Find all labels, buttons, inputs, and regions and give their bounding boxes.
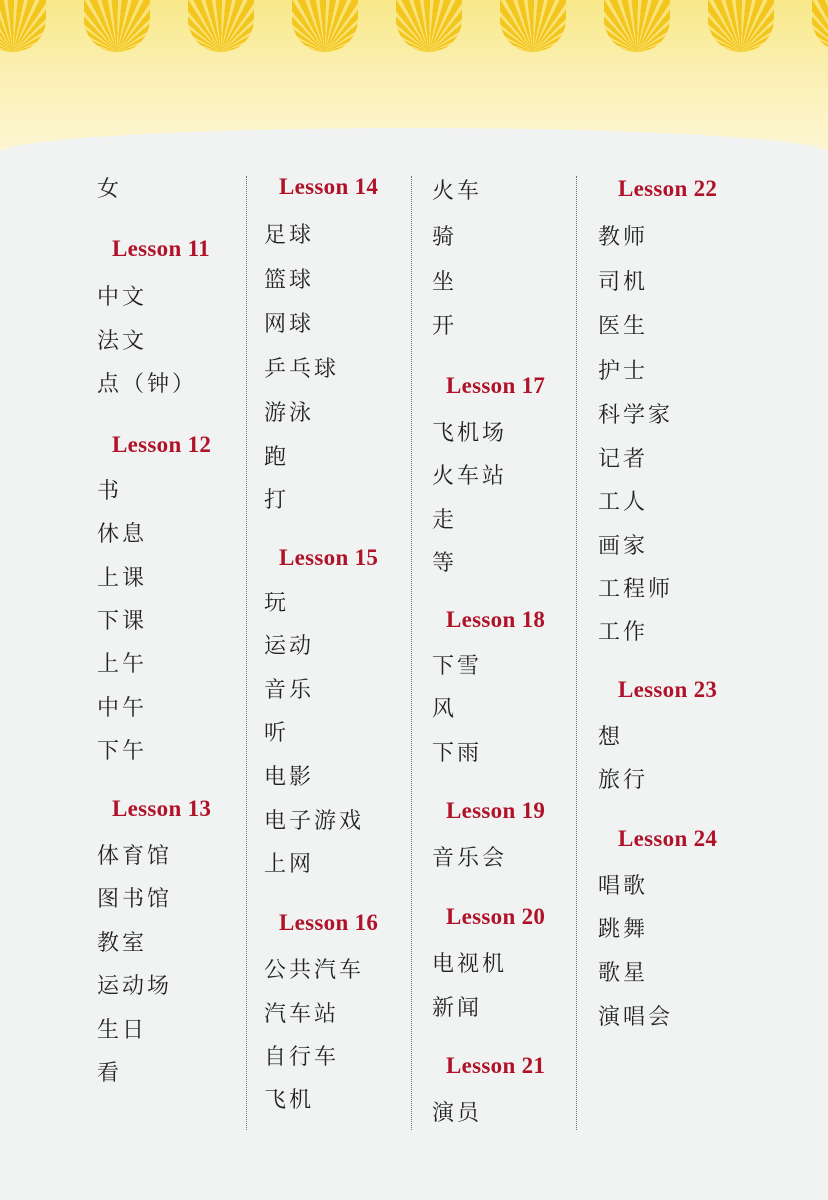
- vocab-word: 打: [264, 488, 290, 513]
- vocab-word: 火车站: [432, 464, 508, 489]
- vocab-word: 生日: [97, 1018, 148, 1043]
- lesson-heading: Lesson 24: [618, 826, 718, 851]
- lesson-heading: Lesson 21: [446, 1053, 546, 1078]
- vocab-word: 公共汽车: [264, 958, 365, 983]
- vocab-word: 科学家: [598, 403, 674, 428]
- vocab-word: 足球: [264, 223, 315, 248]
- vocab-word: 演员: [432, 1101, 483, 1126]
- lesson-heading: Lesson 18: [446, 607, 546, 632]
- vocab-word: 下雪: [432, 654, 483, 679]
- vocab-word: 唱歌: [598, 874, 649, 899]
- vocab-word: 旅行: [598, 768, 649, 793]
- lesson-heading: Lesson 11: [112, 236, 210, 261]
- vocab-word: 下课: [97, 609, 148, 634]
- vocab-word: 工人: [598, 490, 649, 515]
- sun-fan-ornament: [396, 0, 462, 52]
- sun-fan-ornament: [604, 0, 670, 52]
- vocab-word: 歌星: [598, 961, 649, 986]
- sun-fan-ornament: [0, 0, 46, 52]
- vocab-word: 上午: [97, 652, 148, 677]
- lesson-heading: Lesson 17: [446, 373, 546, 398]
- sun-fan-ornament: [500, 0, 566, 52]
- vocab-word: 司机: [598, 270, 649, 295]
- lesson-heading: Lesson 19: [446, 798, 546, 823]
- vocab-word: 电视机: [432, 952, 508, 977]
- vocab-word: 跳舞: [598, 917, 649, 942]
- vocab-word: 女: [97, 177, 123, 202]
- vocab-word: 开: [432, 314, 458, 339]
- vocab-word: 下雨: [432, 741, 483, 766]
- vocab-word: 下午: [97, 739, 148, 764]
- vocab-word: 点（钟）: [97, 372, 198, 397]
- vocab-word: 电影: [264, 765, 315, 790]
- vocab-word: 看: [97, 1061, 123, 1086]
- column-divider: [576, 176, 577, 1130]
- vocab-word: 工程师: [598, 577, 674, 602]
- lesson-heading: Lesson 12: [112, 432, 212, 457]
- vocab-word: 电子游戏: [264, 809, 365, 834]
- vocab-word: 中午: [97, 696, 148, 721]
- lesson-heading: Lesson 16: [279, 910, 379, 935]
- vocab-word: 图书馆: [97, 887, 173, 912]
- vocab-word: 网球: [264, 312, 315, 337]
- vocab-word: 中文: [97, 285, 148, 310]
- vocab-word: 体育馆: [97, 844, 173, 869]
- vocab-word: 骑: [432, 225, 458, 250]
- sun-fan-border: [0, 0, 828, 54]
- vocab-word: 演唱会: [598, 1005, 674, 1030]
- vocab-word: 想: [598, 725, 624, 750]
- vocab-word: 教室: [97, 931, 148, 956]
- vocab-word: 书: [97, 479, 123, 504]
- sun-fan-ornament: [708, 0, 774, 52]
- vocab-word: 走: [432, 508, 458, 533]
- vocab-word: 护士: [598, 359, 649, 384]
- vocab-word: 音乐会: [432, 846, 508, 871]
- vocab-word: 上网: [264, 852, 315, 877]
- vocab-word: 等: [432, 551, 458, 576]
- vocab-word: 运动: [264, 634, 315, 659]
- vocab-word: 记者: [598, 447, 649, 472]
- vocab-word: 工作: [598, 620, 649, 645]
- column-divider: [246, 176, 247, 1130]
- vocab-word: 医生: [598, 314, 649, 339]
- vocab-word: 飞机场: [432, 421, 508, 446]
- vocab-word: 汽车站: [264, 1002, 340, 1027]
- vocab-word: 法文: [97, 329, 148, 354]
- lesson-heading: Lesson 14: [279, 174, 379, 199]
- vocab-word: 听: [264, 721, 290, 746]
- vocab-word: 游泳: [264, 401, 315, 426]
- vocab-word: 画家: [598, 534, 649, 559]
- lesson-heading: Lesson 20: [446, 904, 546, 929]
- vocab-word: 新闻: [432, 996, 483, 1021]
- sun-fan-ornament: [188, 0, 254, 52]
- lesson-heading: Lesson 15: [279, 545, 379, 570]
- sun-fan-ornament: [84, 0, 150, 52]
- vocab-word: 运动场: [97, 974, 173, 999]
- vocab-word: 风: [432, 697, 458, 722]
- vocab-word: 教师: [598, 225, 649, 250]
- sun-fan-ornament: [812, 0, 828, 52]
- vocab-word: 休息: [97, 522, 148, 547]
- lesson-heading: Lesson 22: [618, 176, 718, 201]
- vocab-word: 玩: [264, 591, 290, 616]
- vocab-word: 火车: [432, 179, 483, 204]
- lesson-heading: Lesson 23: [618, 677, 718, 702]
- vocab-word: 自行车: [264, 1045, 340, 1070]
- vocab-word: 坐: [432, 270, 458, 295]
- vocab-word: 乒乓球: [264, 357, 340, 382]
- vocab-word: 篮球: [264, 268, 315, 293]
- column-divider: [411, 176, 412, 1130]
- vocab-word: 跑: [264, 445, 290, 470]
- vocab-word: 上课: [97, 566, 148, 591]
- lesson-heading: Lesson 13: [112, 796, 212, 821]
- vocab-word: 音乐: [264, 678, 315, 703]
- sun-fan-ornament: [292, 0, 358, 52]
- vocab-word: 飞机: [264, 1088, 315, 1113]
